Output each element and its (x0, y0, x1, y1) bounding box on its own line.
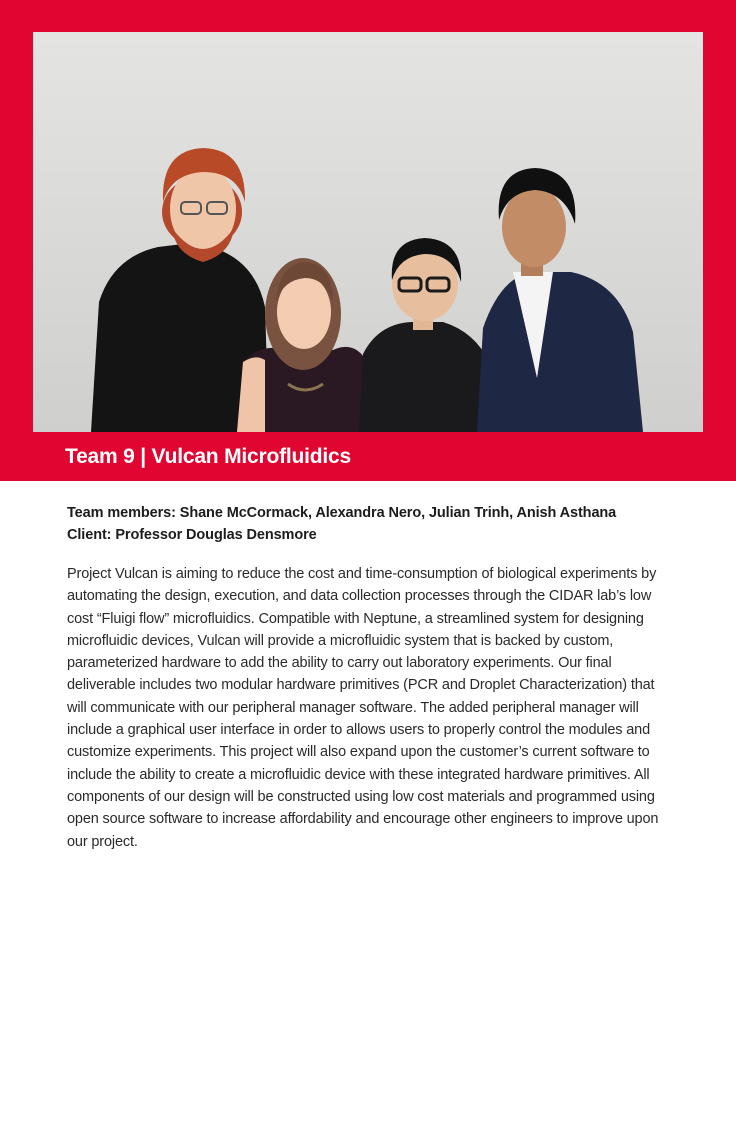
team-photo (33, 32, 703, 432)
team-members-line: Team members: Shane McCormack, Alexandra Nero, Julian Trinh, Anish Asthana (67, 505, 617, 521)
team-details (67, 502, 677, 853)
team-title: Team 9 | Vulcan Microfluidics (65, 445, 351, 468)
client-line: Client: Professor Douglas Densmore (67, 527, 317, 543)
project-description: Project Vulcan is aiming to reduce the cost and time-consumption of biological experiments by automating the design, execution, and data collection processes through the CIDAR lab’s low cost “Fluigi flow” microfluidics. Compatible with Neptune, a streamlined system for designing microfluidic devices, Vulcan will provide a microfluidic system that is backed by custom, parameterized hardware to add the ability to carry out laboratory experiments. Our final deliverable includes two modular hardware primitives (PCR and Droplet Characterization) that will communicate with our peripheral manager software. The added peripheral manager will include a graphical user interface in order to allows users to properly control the modules and customize experiments. This project will also expand upon the customer’s current software to include the ability to create a microfluidic device with these integrated hardware primitives. All components of our design will be constructed using low cost materials and programmed using open source software to increase affordability and encourage other engineers to improve upon our project. (67, 566, 659, 850)
